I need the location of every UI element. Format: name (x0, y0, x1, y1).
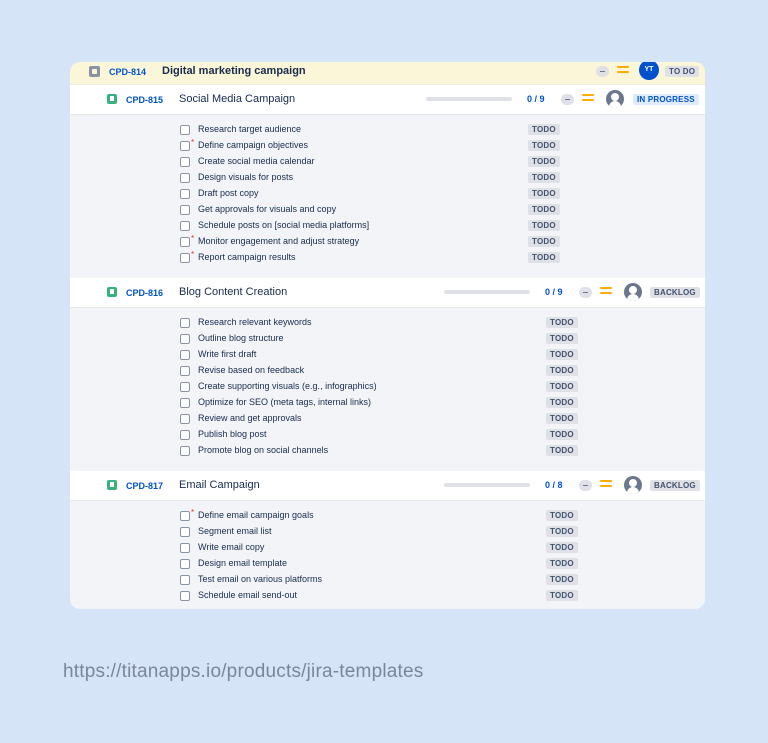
checkbox[interactable] (180, 398, 190, 408)
footer-url[interactable]: https://titanapps.io/products/jira-templates (63, 661, 424, 682)
epic-icon (89, 66, 100, 77)
subtask-status[interactable]: TODO (546, 397, 578, 408)
subtask-row[interactable] (70, 218, 705, 234)
subtask-status[interactable]: TODO (528, 188, 560, 199)
subtask-status[interactable]: TODO (528, 172, 560, 183)
epic-key[interactable]: CPD-814 (109, 67, 147, 77)
required-marker-icon: * (191, 250, 195, 259)
story-key[interactable]: CPD-817 (126, 481, 164, 491)
subtask-status[interactable]: TODO (546, 445, 578, 456)
status-badge[interactable]: IN PROGRESS (633, 94, 699, 105)
story-icon (107, 94, 117, 104)
status-badge[interactable]: TO DO (665, 66, 699, 77)
checkbox[interactable] (180, 446, 190, 456)
subtask-row[interactable] (70, 540, 705, 556)
subtask-status[interactable]: TODO (546, 381, 578, 392)
checkbox[interactable] (180, 221, 190, 231)
subtask-label[interactable]: Design email template (198, 558, 288, 568)
subtask-status[interactable]: TODO (546, 349, 578, 360)
subtask-label[interactable]: Define campaign objectives (198, 140, 309, 150)
subtask-row[interactable] (70, 138, 705, 154)
checkbox[interactable] (180, 430, 190, 440)
checkbox[interactable] (180, 350, 190, 360)
subtask-label[interactable]: Schedule email send-out (198, 590, 298, 600)
required-marker-icon: * (191, 508, 195, 517)
subtask-count: 0 / 9 (527, 94, 545, 104)
progress-bar (444, 290, 530, 294)
story-title[interactable]: Email Campaign (179, 479, 260, 491)
subtask-row[interactable] (70, 572, 705, 588)
subtask-row[interactable] (70, 411, 705, 427)
subtask-count: 0 / 8 (545, 480, 563, 490)
subtask-status[interactable]: TODO (546, 510, 578, 521)
priority-medium-icon (600, 287, 612, 297)
required-marker-icon: * (191, 234, 195, 243)
subtask-list (70, 115, 705, 278)
priority-medium-icon (617, 66, 629, 76)
priority-medium-icon (582, 94, 594, 104)
subtask-row[interactable] (70, 588, 705, 604)
subtask-label[interactable]: Research target audience (198, 124, 302, 134)
checkbox[interactable] (180, 382, 190, 392)
checkbox[interactable] (180, 205, 190, 215)
collapse-icon[interactable] (579, 480, 592, 491)
checkbox[interactable] (180, 157, 190, 167)
priority-medium-icon (600, 480, 612, 490)
subtask-status[interactable]: TODO (546, 429, 578, 440)
checkbox[interactable] (180, 575, 190, 585)
story-icon (107, 480, 117, 490)
subtask-label[interactable]: Create supporting visuals (e.g., infographics) (198, 381, 377, 391)
collapse-icon[interactable] (561, 94, 574, 105)
story-title[interactable]: Blog Content Creation (179, 286, 288, 298)
assignee-avatar[interactable]: YT (639, 62, 659, 80)
checkbox[interactable] (180, 366, 190, 376)
checkbox[interactable] (180, 591, 190, 601)
subtask-label[interactable]: Promote blog on social channels (198, 445, 329, 455)
subtask-status[interactable]: TODO (528, 140, 560, 151)
subtask-row[interactable] (70, 331, 705, 347)
collapse-icon[interactable] (579, 287, 592, 298)
subtask-label[interactable]: Review and get approvals (198, 413, 302, 423)
subtask-row[interactable] (70, 202, 705, 218)
subtask-count: 0 / 9 (545, 287, 563, 297)
checkbox[interactable] (180, 125, 190, 135)
subtask-status[interactable]: TODO (546, 558, 578, 569)
progress-bar (444, 483, 530, 487)
subtask-label[interactable]: Segment email list (198, 526, 272, 536)
subtask-row[interactable] (70, 508, 705, 524)
subtask-status[interactable]: TODO (528, 124, 560, 135)
checkbox[interactable] (180, 237, 190, 247)
subtask-row[interactable] (70, 250, 705, 266)
subtask-label[interactable]: Monitor engagement and adjust strategy (198, 236, 360, 246)
story-key[interactable]: CPD-816 (126, 288, 164, 298)
subtask-row[interactable] (70, 154, 705, 170)
subtask-row[interactable] (70, 170, 705, 186)
subtask-row[interactable] (70, 379, 705, 395)
subtask-label[interactable]: Write email copy (198, 542, 265, 552)
subtask-status[interactable]: TODO (546, 542, 578, 553)
required-marker-icon: * (191, 138, 195, 147)
story-row[interactable] (70, 85, 705, 115)
subtask-row[interactable] (70, 234, 705, 250)
subtask-row[interactable] (70, 347, 705, 363)
subtask-label[interactable]: Test email on various platforms (198, 574, 323, 584)
subtask-status[interactable]: TODO (528, 220, 560, 231)
checkbox[interactable] (180, 189, 190, 199)
subtask-label[interactable]: Publish blog post (198, 429, 267, 439)
subtask-status[interactable]: TODO (546, 526, 578, 537)
progress-bar (426, 97, 512, 101)
subtask-label[interactable]: Outline blog structure (198, 333, 284, 343)
subtask-label[interactable]: Define email campaign goals (198, 510, 314, 520)
unassigned-avatar-icon[interactable] (624, 283, 642, 301)
subtask-row[interactable] (70, 524, 705, 540)
epic-title[interactable]: Digital marketing campaign (162, 65, 306, 77)
subtask-row[interactable] (70, 443, 705, 459)
story-row[interactable] (70, 471, 705, 501)
checkbox[interactable] (180, 543, 190, 553)
subtask-label[interactable]: Write first draft (198, 349, 257, 359)
checkbox[interactable] (180, 559, 190, 569)
checkbox[interactable] (180, 511, 190, 521)
story-icon (107, 287, 117, 297)
subtask-status[interactable]: TODO (528, 252, 560, 263)
subtask-row[interactable] (70, 122, 705, 138)
subtask-label[interactable]: Research relevant keywords (198, 317, 312, 327)
subtask-row[interactable] (70, 556, 705, 572)
subtask-row[interactable] (70, 186, 705, 202)
story-row[interactable] (70, 278, 705, 308)
subtask-label[interactable]: Revise based on feedback (198, 365, 305, 375)
story-key[interactable]: CPD-815 (126, 95, 164, 105)
collapse-icon[interactable] (596, 66, 609, 77)
unassigned-avatar-icon[interactable] (606, 90, 624, 108)
subtask-row[interactable] (70, 427, 705, 443)
checkbox[interactable] (180, 318, 190, 328)
subtask-list (70, 501, 705, 604)
subtask-row[interactable] (70, 315, 705, 331)
status-badge[interactable]: BACKLOG (650, 287, 700, 298)
subtask-status[interactable]: TODO (528, 156, 560, 167)
status-badge[interactable]: BACKLOG (650, 480, 700, 491)
subtask-label[interactable]: Get approvals for visuals and copy (198, 204, 337, 214)
subtask-status[interactable]: TODO (528, 236, 560, 247)
checkbox[interactable] (180, 414, 190, 424)
subtask-label[interactable]: Optimize for SEO (meta tags, internal links) (198, 397, 372, 407)
subtask-status[interactable]: TODO (546, 365, 578, 376)
epic-row[interactable] (70, 62, 705, 85)
subtask-label[interactable]: Draft post copy (198, 188, 259, 198)
subtask-label[interactable]: Create social media calendar (198, 156, 315, 166)
checkbox[interactable] (180, 141, 190, 151)
subtask-row[interactable] (70, 363, 705, 379)
subtask-list (70, 308, 705, 471)
subtask-status[interactable]: TODO (528, 204, 560, 215)
subtask-label[interactable]: Report campaign results (198, 252, 296, 262)
subtask-label[interactable]: Design visuals for posts (198, 172, 294, 182)
unassigned-avatar-icon[interactable] (624, 476, 642, 494)
subtask-status[interactable]: TODO (546, 413, 578, 424)
subtask-row[interactable] (70, 395, 705, 411)
subtask-status[interactable]: TODO (546, 590, 578, 601)
subtask-status[interactable]: TODO (546, 574, 578, 585)
checkbox[interactable] (180, 253, 190, 263)
story-title[interactable]: Social Media Campaign (179, 93, 296, 105)
checkbox[interactable] (180, 334, 190, 344)
checkbox[interactable] (180, 173, 190, 183)
issue-hierarchy-panel (70, 62, 705, 609)
checkbox[interactable] (180, 527, 190, 537)
subtask-status[interactable]: TODO (546, 317, 578, 328)
subtask-status[interactable]: TODO (546, 333, 578, 344)
subtask-label[interactable]: Schedule posts on [social media platforms] (198, 220, 370, 230)
